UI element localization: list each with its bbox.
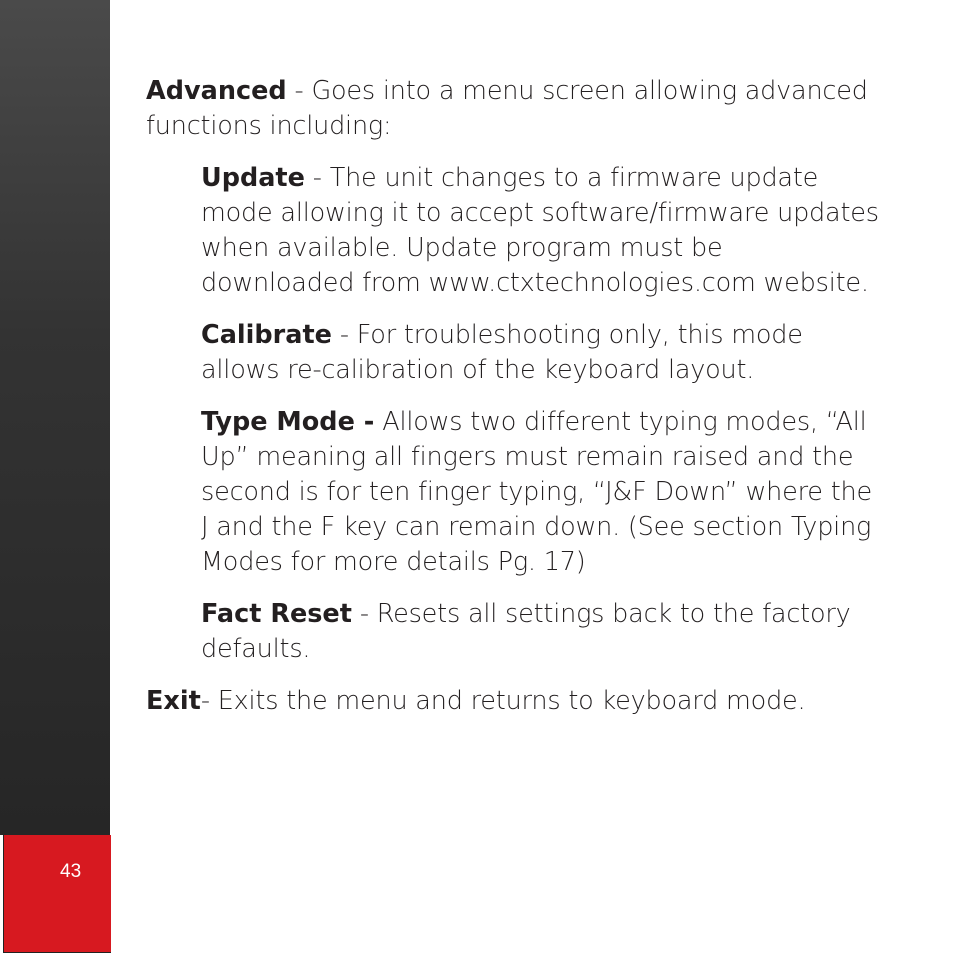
description-fact-reset: - Resets all settings back to the factory defaults. [201,599,851,664]
page-number-box [3,835,111,953]
description-update: - The unit changes to a firmware update mode allowing it to accept software/firmware updates when available. Update program must be downloaded from www.ctxtechnologies.com website. [201,163,879,298]
side-band [0,0,110,835]
term-advanced: Advanced [146,76,287,106]
entry-fact-reset [201,597,881,667]
menu-descriptions [146,74,886,736]
term-type-mode: Type Mode - [201,407,375,437]
entry-type-mode [201,405,881,580]
term-calibrate: Calibrate [201,320,332,350]
entry-exit [146,684,886,719]
entry-advanced [146,74,886,144]
entry-calibrate [201,318,881,388]
description-exit: - Exits the menu and returns to keyboard mode. [200,686,806,716]
term-update: Update [201,163,305,193]
description-type-mode: Allows two different typing modes, “All Up” meaning all fingers must remain raised and the second is for ten finger typing, “J&F Down” where the J and the F key can remain down. (See section Typing Modes for more details Pg. 17) [201,407,872,577]
term-exit: Exit [146,686,201,716]
entry-update [201,161,881,301]
description-calibrate: - For troubleshooting only, this mode allows re-calibration of the keyboard layout. [201,320,803,385]
description-advanced: - Goes into a menu screen allowing advanced functions including: [146,76,868,141]
page-number: 43 [60,861,82,882]
term-fact-reset: Fact Reset [201,599,352,629]
